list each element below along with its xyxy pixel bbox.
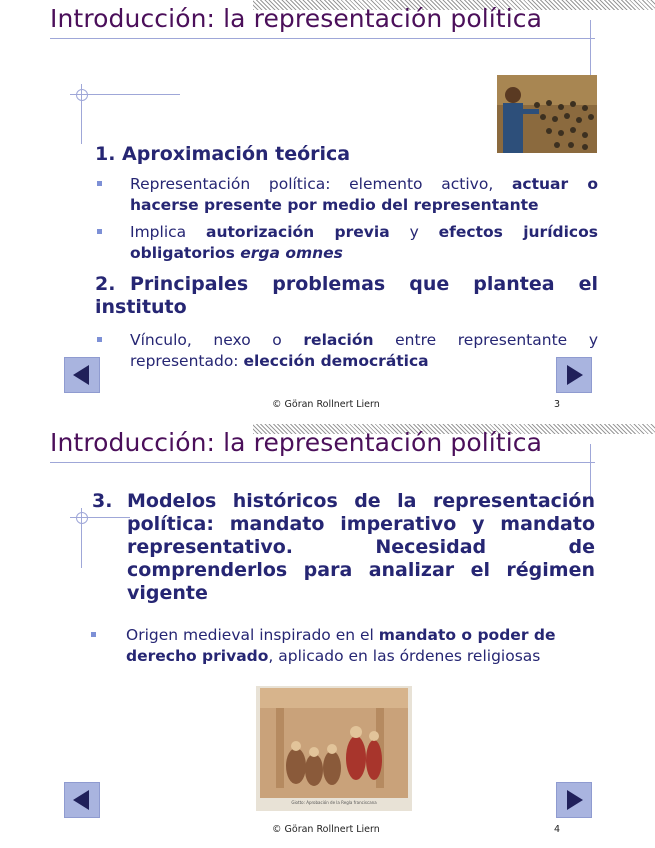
heading-modelos: 3. Modelos históricos de la representación política: mandato imperativo y mandato representativo. Necesidad de comprenderlos para analizar el régimen vigente bbox=[92, 490, 595, 604]
giotto-painting bbox=[256, 686, 412, 811]
bullet-marker bbox=[97, 337, 102, 342]
next-slide-button[interactable] bbox=[556, 357, 592, 393]
previous-slide-button[interactable] bbox=[64, 782, 100, 818]
arrow-right-icon bbox=[557, 783, 591, 817]
decor-circle bbox=[76, 512, 88, 524]
bullet-marker bbox=[97, 229, 102, 234]
heading-problemas: 2. Principales problemas que plantea el instituto bbox=[95, 273, 598, 318]
decor-circle bbox=[76, 89, 88, 101]
arrow-left-icon bbox=[65, 358, 99, 392]
painting-caption: Giotto: Aprobación de la Regla franciscana bbox=[291, 800, 377, 805]
bullet-implica: Implica autorización previa y efectos jurídicos obligatorios erga omnes bbox=[130, 223, 598, 262]
previous-slide-button[interactable] bbox=[64, 357, 100, 393]
slide-4 bbox=[0, 424, 655, 848]
next-slide-button[interactable] bbox=[556, 782, 592, 818]
decor-line bbox=[590, 444, 591, 496]
decor-line bbox=[50, 38, 595, 39]
footer-author: © Göran Rollnert Liern bbox=[272, 399, 380, 410]
bullet-representacion: Representación política: elemento activo, actuar o hacerse presente por medio del representante bbox=[130, 175, 598, 214]
footer-author: © Göran Rollnert Liern bbox=[272, 824, 380, 835]
decor-line bbox=[50, 462, 595, 463]
decor-line bbox=[590, 20, 591, 76]
arrow-left-icon bbox=[65, 783, 99, 817]
arrow-right-icon bbox=[557, 358, 591, 392]
bullet-marker bbox=[91, 632, 96, 637]
bullet-vinculo: Vínculo, nexo o relación entre representante y representado: elección democrática bbox=[130, 331, 598, 370]
page-number: 3 bbox=[554, 399, 561, 410]
slide-title: Introducción: la representación política bbox=[50, 4, 543, 33]
slide-title: Introducción: la representación política bbox=[50, 428, 543, 457]
bullet-marker bbox=[97, 181, 102, 186]
heading-aproximacion: 1. Aproximación teórica bbox=[95, 143, 351, 165]
bullet-origen: Origen medieval inspirado en el mandato o poder de derecho privado, aplicado en las órdenes religiosas bbox=[126, 626, 556, 665]
page-number: 4 bbox=[554, 824, 561, 835]
speaker-photo bbox=[497, 75, 597, 153]
